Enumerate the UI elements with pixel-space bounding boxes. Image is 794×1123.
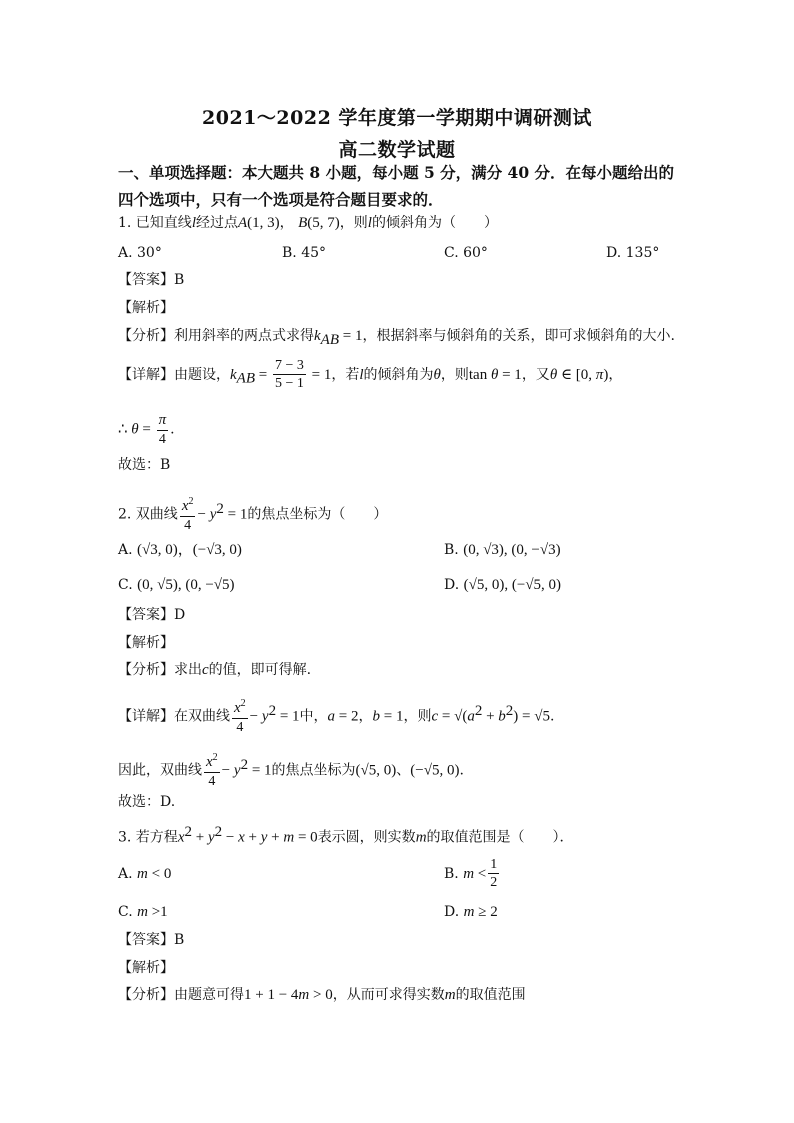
q3-answer: 【答案】B: [118, 932, 185, 948]
q2-therefore: 因此，双曲线 $\frac{x^2}{4}$ − $y^2 = 1$的焦点坐标为(√5, 0)、(−√5, 0).: [118, 752, 464, 789]
q1-option-c: C. 60°: [444, 245, 488, 261]
q1-option-b: B. 45°: [282, 245, 327, 261]
q1-analysis-label: 【解析】: [118, 300, 174, 316]
q1-fenxi: 【分析】利用斜率的两点式求得$k_{AB} = 1$，根据斜率与倾斜角的关系，即可求倾斜角的大小.: [118, 328, 675, 348]
q3-stem: 3. 若方程$x^2 + y^2 - x + y + m = 0$表示圆，则实数m的取值范围是（ ）．: [118, 824, 574, 846]
section-heading-line1: 一、单项选择题：本大题共 8 小题，每小题 5 分，满分 40 分．在每小题给出的: [118, 163, 675, 182]
q2-option-b: B. (0, √3), (0, −√3): [444, 542, 561, 558]
section-heading-line2: 四个选项中，只有一个选项是符合题目要求的．: [118, 190, 444, 209]
q2-option-d: D. (√5, 0), (−√5, 0): [444, 577, 562, 593]
q1-stem: 1. 已知直线l经过点A(1, 3)， B(5, 7)，则l的倾斜角为（ ）: [118, 215, 498, 231]
q3-option-a: A. m < 0: [118, 866, 172, 882]
q1-result: ∴ θ = $\frac{\pi}{4}$ .: [118, 412, 175, 447]
q3-fenxi: 【分析】由题意可得1 + 1 − 4m > 0，从而可求得实数m的取值范围: [118, 987, 526, 1003]
q2-fenxi: 【分析】求出c的值，即可得解.: [118, 662, 312, 678]
q1-option-a: A. 30°: [118, 245, 162, 261]
q1-detail: 【详解】由题设，$k_{AB}$ = $\frac{7 - 3}{5 - 1}$ = 1，若l的倾斜角为θ，则tan θ = 1，又θ ∈ [0, π)，: [118, 358, 623, 392]
q2-option-c: C. (0, √5), (0, −√5): [118, 577, 235, 593]
q2-analysis-label: 【解析】: [118, 635, 174, 651]
q1-option-d: D. 135°: [606, 245, 660, 261]
q1-conclusion: 故选：B: [118, 457, 171, 473]
q2-stem: 2. 双曲线 $\frac{x^2}{4}$ − $y^2 = 1$的焦点坐标为（ ）: [118, 496, 388, 533]
q2-answer: 【答案】D: [118, 607, 186, 623]
q2-option-a: A. (√3, 0)，(−√3, 0): [118, 542, 242, 558]
q3-option-b: B. m < $\frac{1}{2}$: [444, 857, 498, 891]
exam-subtitle: 高二数学试题: [338, 139, 456, 161]
q3-option-c: C. m >1: [118, 904, 168, 920]
q3-option-d: D. m ≥ 2: [444, 904, 498, 920]
q3-analysis-label: 【解析】: [118, 960, 174, 976]
q2-detail: 【详解】在双曲线 $\frac{x^2}{4}$ − $y^2 = 1$中，a = 2，b = 1，则$c = √(a^2 + b^2) = √5$.: [118, 698, 555, 735]
q2-conclusion: 故选：D.: [118, 794, 176, 810]
q1-answer: 【答案】B: [118, 272, 185, 288]
exam-title: 2021～2022 学年度第一学期期中调研测试: [202, 107, 592, 129]
